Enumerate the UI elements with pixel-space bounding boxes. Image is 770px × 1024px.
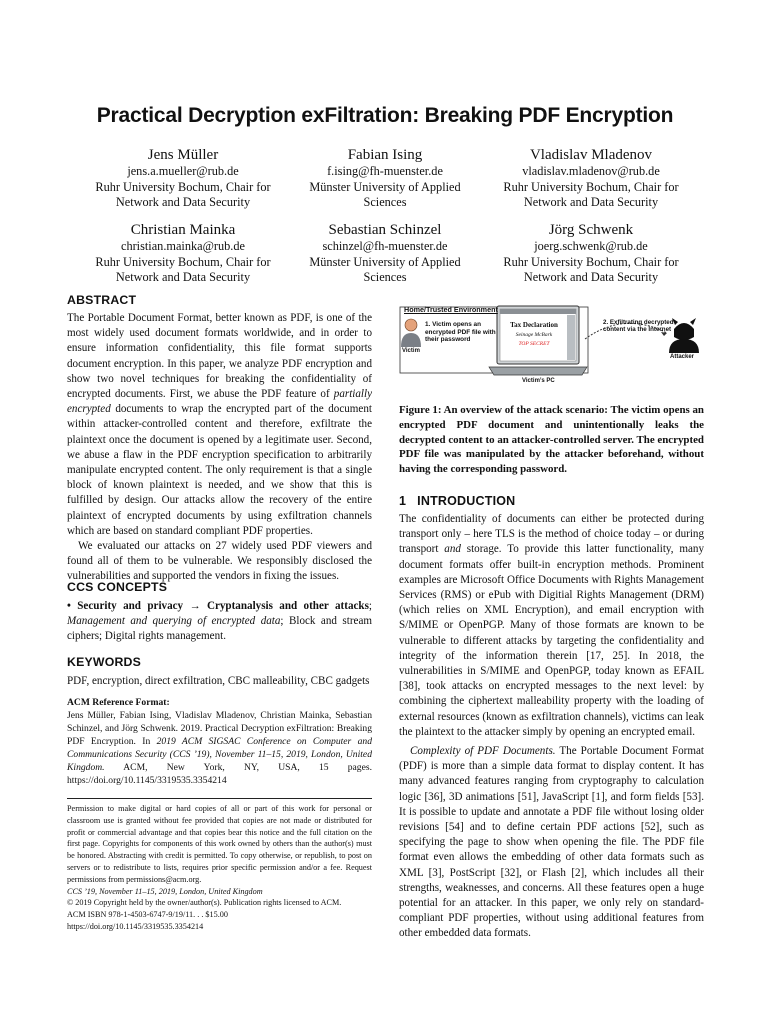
author-block: [83, 146, 283, 211]
copyright-line: © 2019 Copyright held by the owner/author(s). Publication rights licensed to ACM.: [67, 898, 342, 908]
author-block: [285, 146, 485, 211]
abstract-paragraph: We evaluated our attacks on 27 widely used PDF viewers and found all of them to be vulnerable. We responsibly disclosed the vulnerabilities and supported the vendors in fixing the issues.: [67, 540, 372, 583]
author-block: [491, 221, 691, 286]
acm-reference-part: ACM, New York, NY, USA, 15 pages. https://doi.org/10.1145/3319535.3354214: [67, 762, 372, 786]
paper-title: Practical Decryption exFiltration: Breaking PDF Encryption: [96, 104, 674, 127]
ccs-section: [67, 580, 372, 645]
abstract-section: [67, 293, 372, 585]
author-email: f.ising@fh-muenster.de: [327, 164, 443, 178]
keywords-section: [67, 655, 372, 689]
author-affiliation: Münster University of Applied: [309, 254, 461, 269]
isbn-line: ACM ISBN 978-1-4503-6747-9/19/11. . . $15.00: [67, 910, 228, 920]
author-affiliation: Network and Data Security: [115, 270, 251, 284]
acm-reference-text: [67, 709, 372, 787]
permission-block: [67, 803, 372, 933]
intro-text: storage. To provide this latter functionality, many document formats offer built-in encryption methods. Prominent examples are Microsoft Office Documents with Rights Management Services (RMS) or ePub with Digitial Rights Management (DRM) (which relies on XML Encryption), and email encryption with S/MIME or OpenPGP. Many of those formats are known to be vulnerable to different attacks by targeting the confidentiality and integrity of the information therein [17, 25]. In 2018, the vulnerabilities in S/MIME and OpenPGP, today known as EFAIL [38], took attacks on encrypted messages to the next level: by combining the ciphertext malleability property with the loading of external resources (known as exfiltration channels), victims can leak the plaintext to the attacker simply by opening an encrypted email.: [399, 543, 704, 738]
document-title: Tax Declaration: [510, 321, 558, 329]
intro-text: The confidentiality of documents can either be protected during transport only – here TLS is the method of choice today – or during transport: [399, 513, 704, 556]
author-affiliation: Ruhr University Bochum, Chair for: [503, 179, 679, 194]
screen-sidebar: [567, 315, 575, 360]
intro-paragraph: [399, 512, 704, 740]
author-affiliation: Network and Data Security: [115, 195, 251, 209]
author-affiliation: Network and Data Security: [523, 270, 659, 284]
victim-body-icon: [401, 333, 421, 347]
abstract-paragraph: [67, 311, 372, 539]
author-email: vladislav.mladenov@rub.de: [522, 164, 660, 178]
attack-scenario-figure: [399, 303, 704, 388]
author-email: jens.a.mueller@rub.de: [127, 164, 239, 178]
ccs-heading: CCS CONCEPTS: [67, 580, 168, 594]
attacker-body-icon: [669, 339, 699, 353]
author-email: joerg.schwenk@rub.de: [534, 239, 648, 253]
doi-line: https://doi.org/10.1145/3319535.3354214: [67, 921, 204, 931]
author-name: Jörg Schwenk: [548, 222, 634, 238]
acm-reference: [67, 696, 372, 787]
author-email: christian.mainka@rub.de: [120, 239, 245, 253]
victim-pc-label: Victim’s PC: [522, 378, 555, 384]
author-affiliation: Sciences: [363, 195, 407, 209]
figure-caption-block: [399, 403, 704, 477]
author-block: [491, 146, 691, 211]
intro-paragraph: [399, 744, 704, 942]
abstract-text: The Portable Document Format, better known as PDF, is one of the most widely used document formats worldwide, and in order to ensure information confidentiality, this file format supports document encryption. In this paper, we analyze PDF encryption and show two novel techniques for breaking the confidentiality of encrypted documents. First, we abuse the PDF feature of: [67, 312, 372, 401]
acm-reference-part: Jens Müller, Fabian Ising, Vladislav Mladenov, Christian Mainka, Sebastian Schinzel, and Jörg Schwenk. 2019. Practical Decryption exFiltration: Breaking PDF Encryption. In: [67, 710, 372, 747]
keywords-text: PDF, encryption, direct exfiltration, CBC malleability, CBC gadgets: [67, 675, 370, 687]
author-affiliation: Ruhr University Bochum, Chair for: [503, 254, 679, 269]
author-name: Fabian Ising: [347, 147, 423, 163]
ccs-italic: Management and querying of encrypted data: [67, 615, 281, 628]
author-affiliation: Münster University of Applied: [309, 179, 461, 194]
author-affiliation: Network and Data Security: [523, 195, 659, 209]
footnote-rule: [67, 798, 372, 799]
victim-label: Victim: [402, 348, 420, 354]
abstract-heading: ABSTRACT: [67, 293, 137, 307]
acm-reference-label: ACM Reference Format:: [67, 697, 170, 708]
author-affiliation: Ruhr University Bochum, Chair for: [95, 179, 271, 194]
attacker-label: Attacker: [670, 354, 695, 360]
laptop-base: [489, 367, 587, 375]
author-name: Sebastian Schinzel: [328, 222, 442, 238]
victim-head-icon: [405, 319, 417, 331]
intro-text: The Portable Document Format (PDF) is more than a simple data format to display content. It has many advanced features ranging from cryptography to calculation logic [36], 3D animations [51], JavaScript [1], and form fields [53]. It is possible to update and annotate a PDF file without losing older revisions [54] and to define certain PDF actions [52], such as specifying the page to show when opening the file. The PDF file format even allows the embedding of other data formats such as XML [3], PostScript [32], or Flash [2], which includes all their strengths, weaknesses, and concerns. All these features open a huge potential for an attacker. In this paper, we only rely on standard-compliant PDF properties, without using additional features from other embedded data formats.: [399, 745, 704, 940]
introduction-section: [399, 494, 704, 942]
acm-reference-venue: 2019 ACM SIGSAC Conference on Computer and Communications Security (CCS ’19), November 11–15, 2019, London, United Kingdom.: [67, 736, 372, 773]
document-signature: Seinage McBark: [515, 332, 553, 338]
author-block: [285, 221, 485, 286]
abstract-text: documents to wrap the encrypted part of the document within attacker-controlled content and therefore, exfiltrate the plaintext once the document is opened by a legitimate user. Second, we abuse a flaw in the PDF encryption specification to arbitrarily manipulate encrypted content. The only requirement is that a single block of known plaintext is needed, and we show that this is fulfilled by design. Our attacks allow the recovery of the entire plaintext of encrypted documents by using exfiltration channels which are based on standard compliant PDF properties.: [67, 403, 372, 537]
author-name: Vladislav Mladenov: [529, 147, 653, 163]
abstract-emphasis: partially encrypted: [67, 388, 372, 416]
screen-titlebar: [500, 309, 576, 314]
author-block: [83, 221, 283, 286]
intro-emphasis: and: [444, 543, 461, 556]
permission-text: Permission to make digital or hard copies of all or part of this work for personal or classroom use is granted without fee provided that copies are not made or distributed for profit or commercial advantage and that copies bear this notice and the full citation on the first page. Copyrights for components of this work owned by others than the author(s) must be honored. Abstracting with credit is permitted. To copy otherwise, or republish, to post on servers or to redistribute to lists, requires prior specific permission and/or a fee. Request permissions from permissions@acm.org.: [67, 804, 372, 884]
ccs-bold: • Security and privacy → Cryptanalysis and other attacks: [67, 600, 369, 612]
ccs-rest: ; Block and stream ciphers; Digital rights management.: [67, 615, 372, 643]
step1-label: 1. Victim opens an encrypted PDF file with their password: [425, 321, 496, 344]
ccs-text: [67, 599, 372, 645]
introduction-heading: 1 INTRODUCTION: [399, 494, 516, 508]
author-name: Christian Mainka: [130, 222, 236, 238]
intro-emphasis: Complexity of PDF Documents.: [410, 745, 556, 758]
ccs-sep: ;: [368, 600, 372, 612]
step2-label: 2. Exfiltrating decrypted content via the Internet: [603, 319, 674, 334]
author-name: Jens Müller: [147, 147, 219, 163]
trusted-environment-label: Home/Trusted Environment: [404, 305, 498, 314]
document-stamp: TOP SECRET: [518, 341, 550, 347]
keywords-heading: KEYWORDS: [67, 655, 142, 669]
author-affiliation: Sciences: [363, 270, 407, 284]
author-email: schinzel@fh-muenster.de: [322, 239, 448, 253]
conference-line: CCS ’19, November 11–15, 2019, London, United Kingdom: [67, 886, 263, 896]
author-affiliation: Ruhr University Bochum, Chair for: [95, 254, 271, 269]
figure-caption: Figure 1: An overview of the attack scenario: The victim opens an encrypted PDF document and unintentionally leaks the decrypted content to an attacker-controlled server. The encrypted PDF file was manipulated by the attacker beforehand, without having the corresponding password.: [399, 404, 704, 476]
